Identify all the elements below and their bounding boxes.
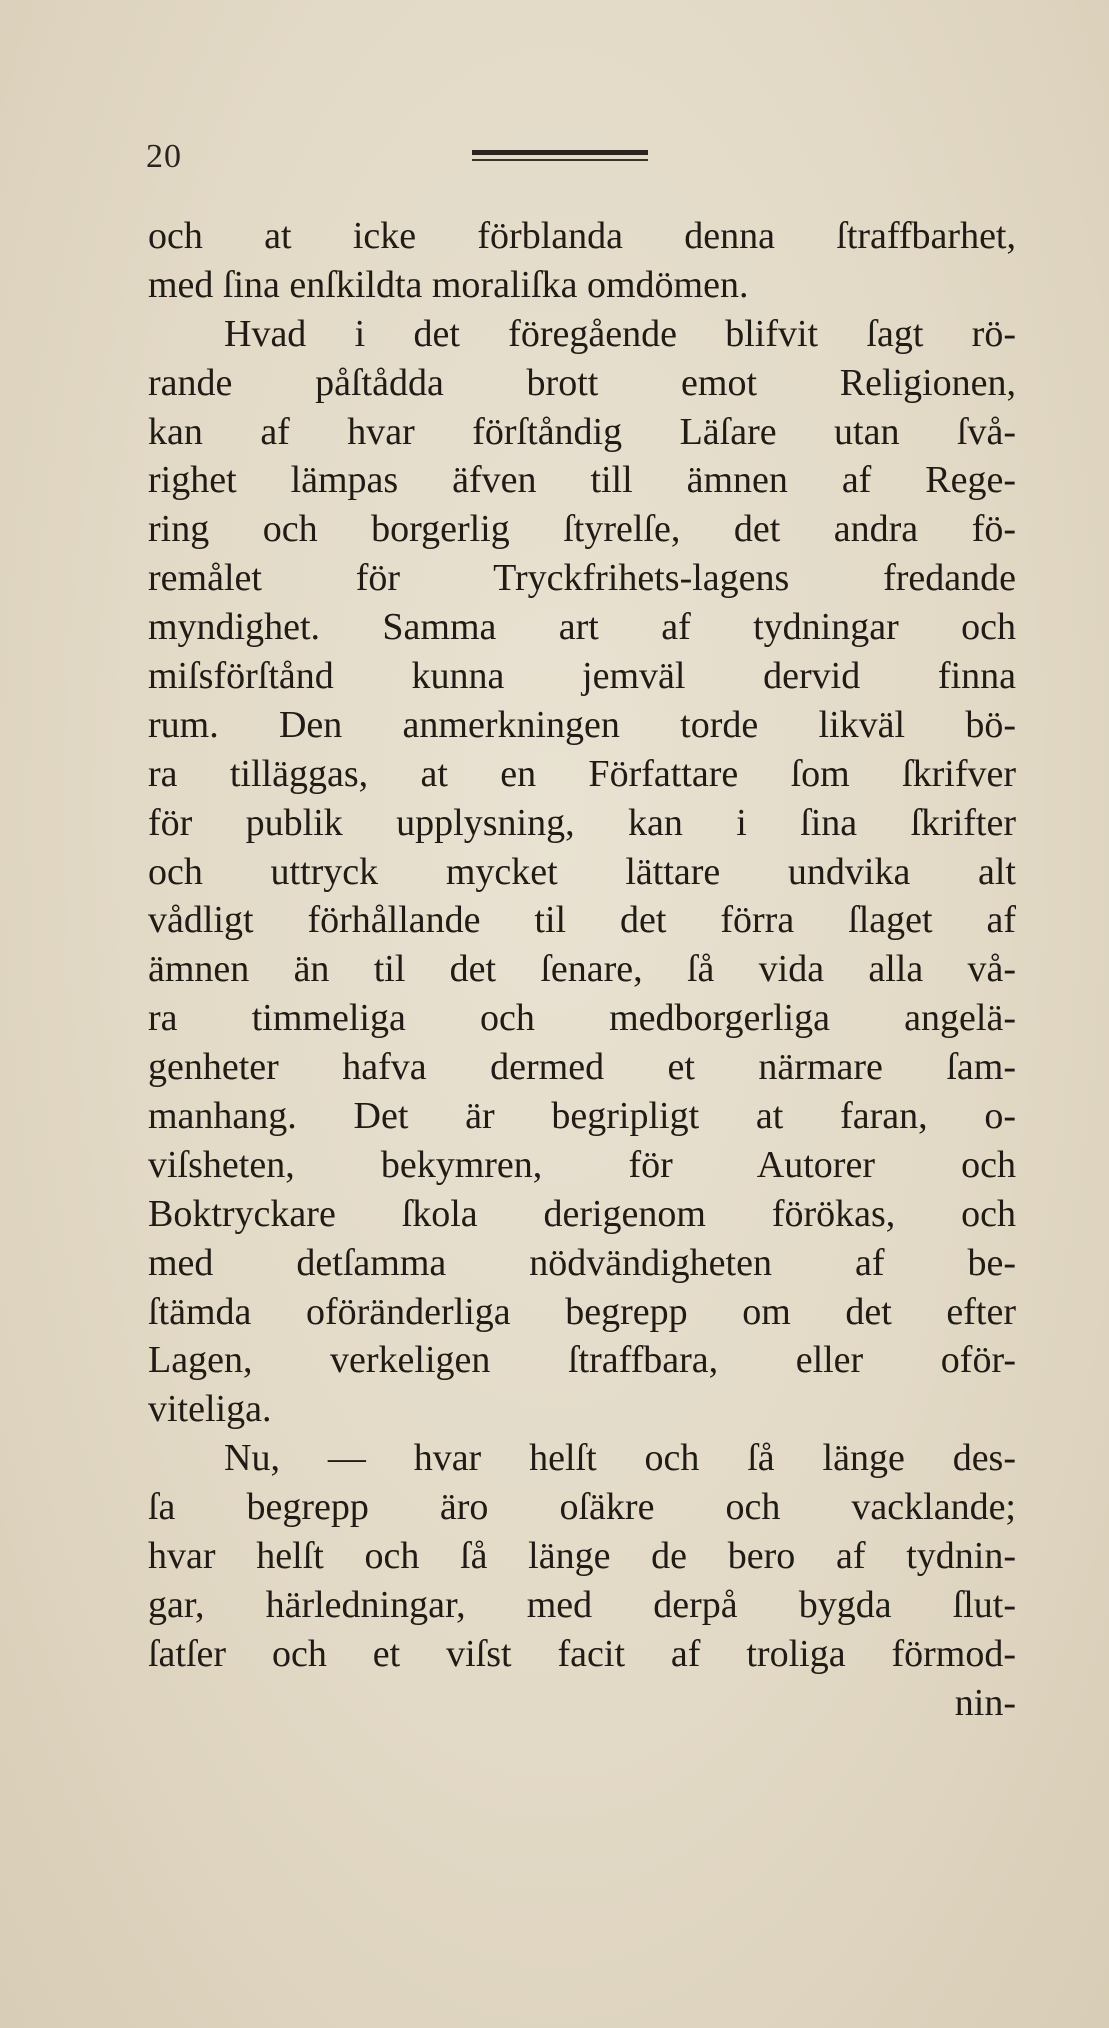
text-line: och uttryck mycket lättare undvika alt	[148, 850, 1016, 893]
text-line: vådligt förhållande til det förra ſlaget af	[148, 899, 1016, 942]
text-line: ra timmeliga och medborgerliga angelä-	[148, 997, 1016, 1040]
text-line: ring och borgerlig ſtyrelſe, det andra fö-	[148, 508, 1016, 551]
text-line: genheter hafva dermed et närmare ſam-	[148, 1046, 1016, 1089]
text-line: rum. Den anmerkningen torde likväl bö-	[148, 703, 1016, 746]
text-line: för publik upplysning, kan i ſina ſkrifter	[148, 801, 1016, 844]
header-rule-thick	[472, 150, 648, 155]
text-line: ſtämda oföränderliga begrepp om det efter	[148, 1290, 1016, 1333]
page-header	[146, 138, 1016, 178]
text-line: Nu, — hvar helſt och ſå länge des-	[224, 1437, 1016, 1480]
text-line: med detſamma nödvändigheten af be-	[148, 1241, 1016, 1284]
text-line: manhang. Det är begripligt at faran, o-	[148, 1095, 1016, 1138]
text-line: ſa begrepp äro oſäkre och vacklande;	[148, 1486, 1016, 1529]
text-line: kan af hvar förſtåndig Läſare utan ſvå-	[148, 410, 1016, 453]
text-line: miſsförſtånd kunna jemväl dervid finna	[148, 655, 1016, 698]
text-line: Boktryckare ſkola derigenom förökas, och	[148, 1192, 1016, 1235]
page-number: 20	[146, 138, 182, 175]
text-line: viſsheten, bekymren, för Autorer och	[148, 1143, 1016, 1186]
text-line: myndighet. Samma art af tydningar och	[148, 606, 1016, 649]
text-line: remålet för Tryckfrihets-lagens fredande	[148, 557, 1016, 600]
text-line: rande påſtådda brott emot Religionen,	[148, 361, 1016, 404]
catchword: nin-	[954, 1681, 1016, 1724]
text-line: ämnen än til det ſenare, ſå vida alla vå-	[148, 948, 1016, 991]
text-line: viteliga.	[148, 1388, 272, 1431]
text-line: och at icke förblanda denna ſtraffbarhet,	[148, 215, 1016, 257]
text-line: med ſina enſkildta moraliſka omdömen.	[148, 263, 749, 306]
header-rule	[472, 150, 648, 162]
text-line: ra tilläggas, at en Författare ſom ſkrifver	[148, 752, 1016, 795]
body-text	[148, 212, 1016, 1728]
text-line: Hvad i det föregående blifvit ſagt rö-	[224, 312, 1016, 355]
text-line: gar, härledningar, med derpå bygda ſlut-	[148, 1583, 1016, 1626]
text-line: righet lämpas äfven till ämnen af Rege-	[148, 459, 1016, 502]
text-line: hvar helſt och ſå länge de bero af tydnin-	[148, 1535, 1016, 1578]
text-line: ſatſer och et viſst facit af troliga förmod-	[148, 1632, 1016, 1675]
text-line: Lagen, verkeligen ſtraffbara, eller oför-	[148, 1339, 1016, 1382]
header-rule-thin	[472, 159, 648, 161]
